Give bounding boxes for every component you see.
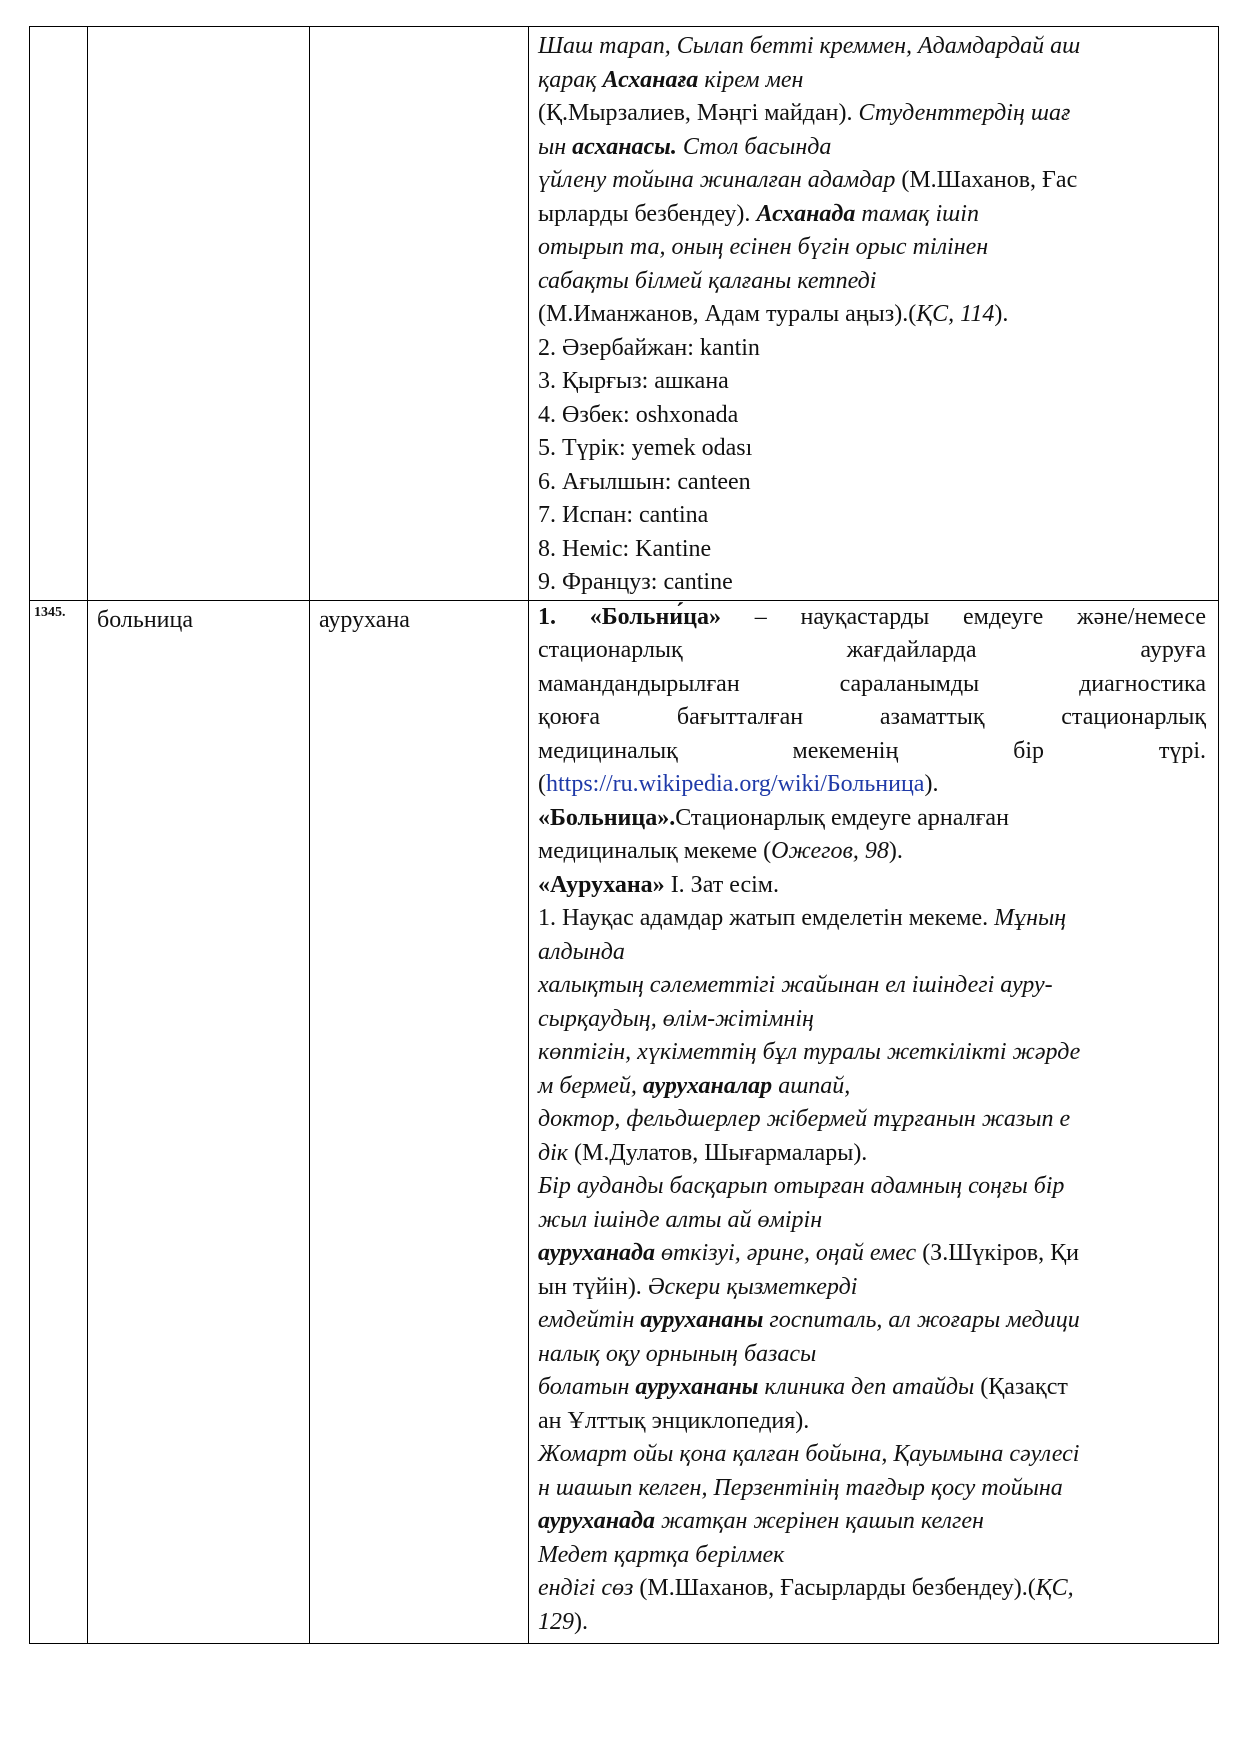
- text-segment: (: [538, 771, 546, 797]
- text-segment: Шаш тарап, Сылап бетті креммен, Адамдардай аш: [538, 33, 1081, 59]
- highlighted-term: ауруханада: [538, 1508, 655, 1534]
- definition-line: [538, 1405, 1206, 1439]
- definition-line: [538, 1070, 1206, 1104]
- text-segment: емдейтін: [538, 1307, 641, 1333]
- text-segment: (М.Иманжанов, Адам туралы аңыз).(: [538, 301, 917, 327]
- text-segment: Медет қартқа берілмек: [538, 1541, 785, 1568]
- entry-number-cell: [30, 27, 88, 601]
- text-segment: Мұның: [994, 905, 1067, 931]
- text-segment: госпиталь, ал жоғары медици: [763, 1307, 1080, 1333]
- definition-line: [538, 198, 1206, 232]
- text-segment: 4. Өзбек: oshxonada: [538, 401, 739, 428]
- definition-line: [538, 936, 1206, 970]
- definition-line: [538, 1003, 1206, 1037]
- definition-line: [538, 902, 1206, 936]
- definition-line: [538, 1271, 1206, 1305]
- text-segment: медициналық мекеменің бір түрі.: [538, 737, 1206, 764]
- text-segment: налық оқу орнының базасы: [538, 1340, 817, 1367]
- definition-line: [538, 1572, 1206, 1606]
- source-link[interactable]: https://ru.wikipedia.org/wiki/Больница: [546, 771, 925, 797]
- definition-line: [538, 30, 1206, 64]
- text-segment: ).: [888, 838, 903, 864]
- highlighted-term: ауруханада: [538, 1240, 655, 1266]
- definition-line: [538, 533, 1206, 567]
- text-segment: 7. Испан: cantina: [538, 502, 709, 528]
- entry-number-cell: 1345.: [30, 600, 88, 1644]
- highlighted-term: Асханада: [756, 200, 856, 227]
- definition-line: [538, 1204, 1206, 1238]
- text-segment: өткізуі, әрине, оңай емес: [654, 1240, 917, 1266]
- text-segment: (М.Шаханов, Ғасырларды безбендеу).(: [633, 1575, 1036, 1601]
- definition-line: [538, 1438, 1206, 1472]
- text-segment: ын түйін).: [538, 1273, 648, 1300]
- definition-line: [538, 1606, 1206, 1640]
- definition-line: [538, 298, 1206, 332]
- text-segment: сырқаудың, өлім-жітімнің: [538, 1005, 814, 1032]
- definition-line: [538, 1505, 1206, 1539]
- text-segment: тамақ ішіп: [855, 200, 979, 227]
- highlighted-term: асханасы.: [572, 133, 677, 160]
- definition-line: [538, 601, 1206, 635]
- text-segment: 8. Неміс: Kantine: [538, 535, 712, 562]
- text-segment: Ожегов, 98: [771, 838, 889, 864]
- text-segment: (З.Шүкіров, Қи: [916, 1240, 1079, 1266]
- text-segment: 6. Ағылшын: canteen: [538, 468, 751, 495]
- highlighted-term: аурухананы: [635, 1374, 759, 1400]
- definition-line: [538, 1371, 1206, 1405]
- text-segment: 1. Науқас адамдар жатып емделетін мекеме.: [538, 905, 995, 931]
- definition-line: [538, 1472, 1206, 1506]
- text-segment: Студенттердің шағ: [858, 100, 1071, 126]
- definition-line: [538, 164, 1206, 198]
- definition-line: [538, 1170, 1206, 1204]
- russian-term-cell: [88, 27, 310, 601]
- text-segment: м бермей,: [538, 1072, 643, 1099]
- definition-line: [538, 735, 1206, 769]
- text-segment: қоюға бағытталған азаматтық стационарлық: [538, 704, 1206, 730]
- text-segment: – науқастарды емдеуге және/немесе: [720, 603, 1206, 630]
- text-segment: жатқан жерінен қашып келген: [654, 1508, 984, 1534]
- definition-line: [538, 835, 1206, 869]
- kazakh-term-cell: [310, 27, 529, 601]
- text-segment: н шашып келген, Перзентінің тағдыр қосу тойына: [538, 1474, 1063, 1501]
- text-segment: мамандандырылған сараланымды диагностика: [538, 670, 1206, 697]
- text-segment: (Қ.Мырзалиев, Мәңгі майдан).: [538, 100, 859, 126]
- text-segment: 5. Түрік: yemek odası: [538, 435, 753, 461]
- highlighted-term: «Больница».: [538, 804, 676, 831]
- highlighted-term: ауруханалар: [642, 1072, 773, 1099]
- definition-line: [538, 499, 1206, 533]
- definition-line: [538, 802, 1206, 836]
- text-segment: І. Зат есім.: [664, 871, 779, 898]
- text-segment: отырып та, оның есінен бүгін орыс тілінен: [538, 234, 989, 260]
- table-row: [30, 600, 1219, 1644]
- text-segment: ан Ұлттық энциклопедия).: [538, 1407, 810, 1434]
- highlighted-term: аурухананы: [640, 1307, 764, 1333]
- kazakh-term-cell: аурухана: [310, 600, 529, 1644]
- definition-line: [538, 969, 1206, 1003]
- text-segment: ).: [994, 301, 1009, 327]
- definition-line: [538, 1539, 1206, 1573]
- text-segment: стационарлық жағдайларда ауруға: [538, 637, 1206, 663]
- highlighted-term: Асханаға: [602, 66, 699, 93]
- definition-line: [538, 97, 1206, 131]
- text-segment: ашпай,: [772, 1072, 851, 1099]
- dictionary-table: [29, 26, 1219, 1644]
- definition-line: [538, 1304, 1206, 1338]
- text-segment: (Қазақст: [974, 1374, 1068, 1400]
- definition-line: [538, 869, 1206, 903]
- definition-line: [538, 265, 1206, 299]
- text-segment: (М.Шаханов, Ғас: [895, 167, 1078, 193]
- text-segment: ).: [924, 771, 939, 797]
- definition-line: [538, 131, 1206, 165]
- definition-line: [538, 1103, 1206, 1137]
- text-segment: көптігін, хүкіметтің бұл туралы жеткілікті жәрде: [538, 1039, 1081, 1065]
- text-segment: кірем мен: [698, 66, 804, 93]
- definition-line: [538, 332, 1206, 366]
- definition-line: [538, 399, 1206, 433]
- definition-line: [538, 365, 1206, 399]
- definition-line: [538, 1237, 1206, 1271]
- definition-line: [538, 466, 1206, 500]
- text-segment: 2. Әзербайжан: kantin: [538, 334, 760, 361]
- text-segment: үйлену тойына жиналған адамдар: [538, 167, 896, 193]
- definition-line: [538, 64, 1206, 98]
- definition-line: [538, 1338, 1206, 1372]
- text-segment: 9. Француз: cantine: [538, 569, 733, 595]
- definition-line: [538, 634, 1206, 668]
- highlighted-term: «Аурухана»: [538, 871, 665, 898]
- text-segment: Бір ауданды басқарып отырған адамның соңғы бір: [538, 1173, 1065, 1199]
- text-segment: халықтың сәлеметтігі жайынан ел ішіндегі ауру-: [538, 972, 1053, 998]
- definition-line: [538, 1137, 1206, 1171]
- definition-line: [538, 432, 1206, 466]
- definition-cell: [529, 27, 1219, 601]
- text-segment: ).: [574, 1608, 588, 1635]
- text-segment: сабақты білмей қалғаны кетпеді: [538, 267, 877, 294]
- table-row: [30, 27, 1219, 601]
- definition-line: [538, 1036, 1206, 1070]
- highlighted-term: 1. «Больни́ца»: [538, 603, 721, 630]
- text-segment: жыл ішінде алты ай өмірін: [538, 1206, 823, 1233]
- definition-line: [538, 668, 1206, 702]
- text-segment: дік: [538, 1139, 569, 1166]
- definition-line: [538, 231, 1206, 265]
- text-segment: ендігі сөз: [538, 1575, 634, 1601]
- text-segment: (М.Дулатов, Шығармалары).: [568, 1139, 868, 1166]
- text-segment: ырларды безбендеу).: [538, 200, 757, 227]
- text-segment: Стационарлық емдеуге арналған: [675, 804, 1009, 831]
- definition-line: [538, 701, 1206, 735]
- text-segment: клиника деп атайды: [758, 1374, 975, 1400]
- text-segment: Әскери қызметкерді: [647, 1273, 858, 1300]
- definition-cell: [529, 600, 1219, 1644]
- text-segment: қарақ: [538, 66, 603, 93]
- text-segment: ҚС,: [1035, 1575, 1074, 1601]
- text-segment: 3. Қырғыз: ашкана: [538, 368, 729, 394]
- text-segment: ын: [538, 133, 573, 160]
- text-segment: медициналық мекеме (: [538, 838, 772, 864]
- definition-line: [538, 566, 1206, 600]
- text-segment: 129: [538, 1608, 574, 1635]
- text-segment: болатын: [538, 1374, 636, 1400]
- text-segment: алдында: [538, 938, 625, 965]
- text-segment: ҚС, 114: [916, 301, 995, 327]
- russian-term-cell: больница: [88, 600, 310, 1644]
- definition-line: [538, 768, 1206, 802]
- text-segment: доктор, фельдшерлер жібермей тұрғанын жазып е: [538, 1106, 1071, 1132]
- text-segment: Стол басында: [676, 133, 832, 160]
- text-segment: Жомарт ойы қона қалған бойына, Қауымына сәулесі: [538, 1441, 1080, 1467]
